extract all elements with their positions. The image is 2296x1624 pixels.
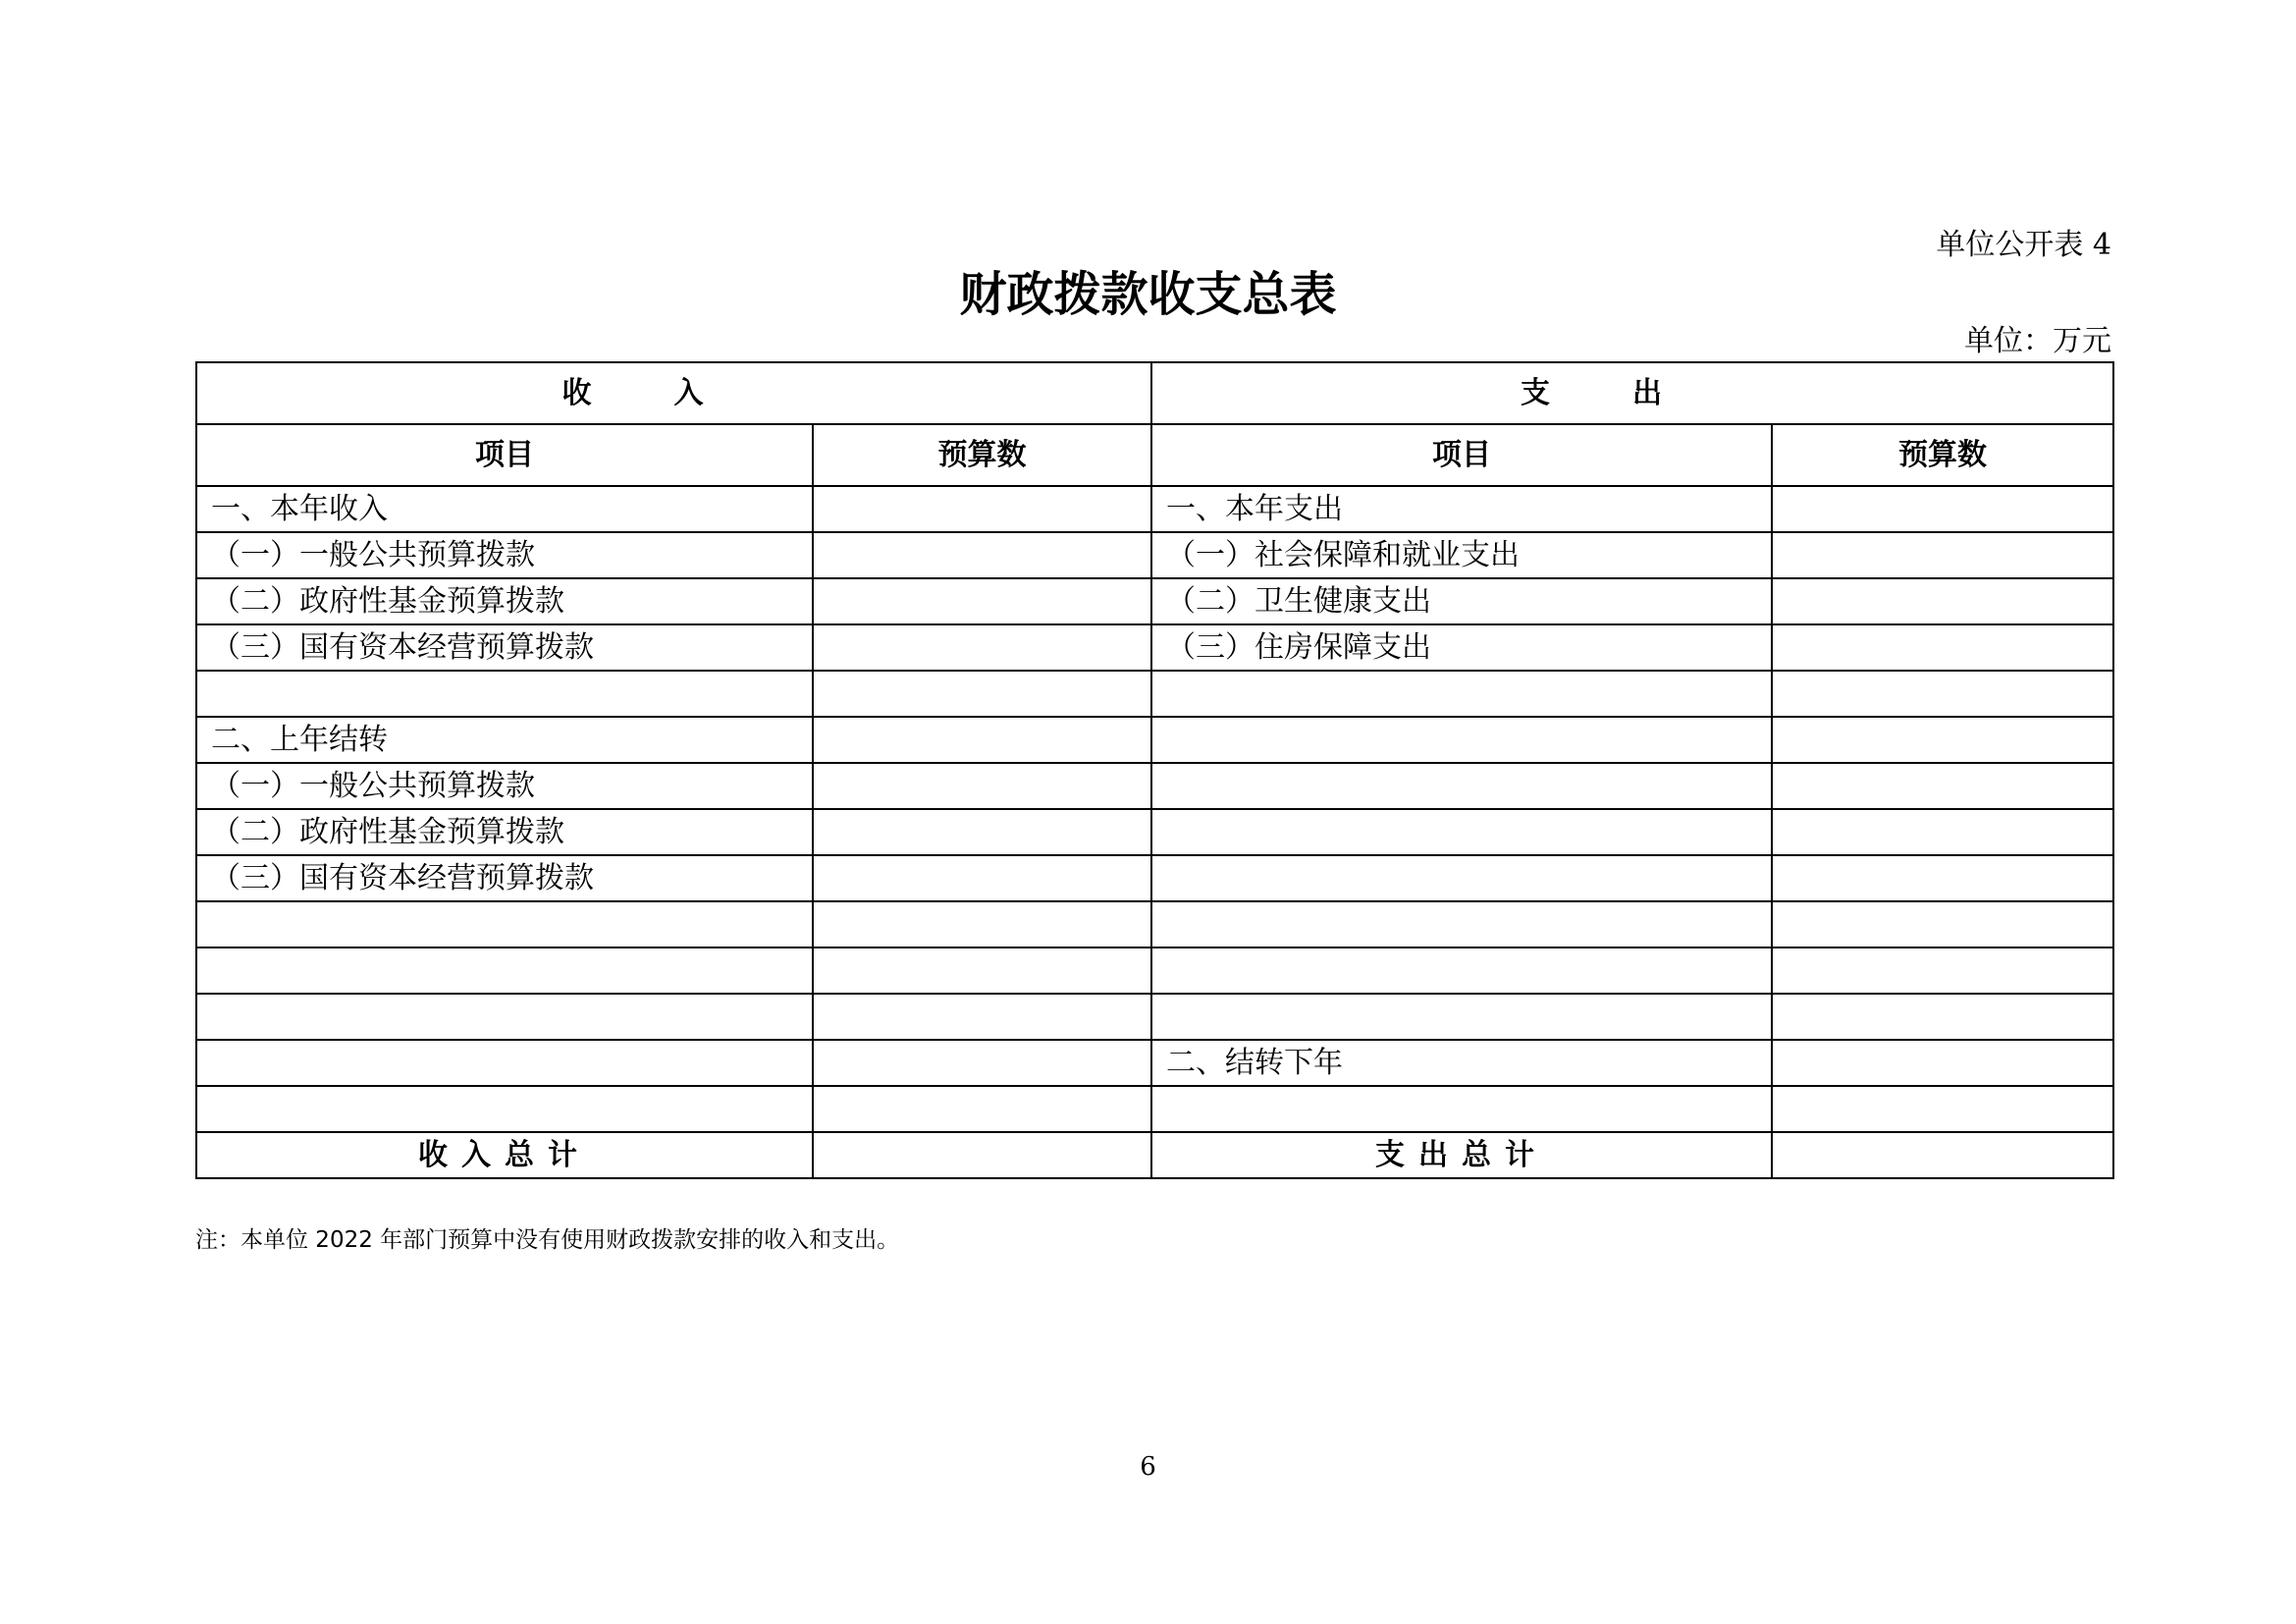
- income-item-cell: （三）国有资本经营预算拨款: [196, 624, 813, 671]
- table-row: [196, 901, 2113, 947]
- income-item-cell: [196, 1086, 813, 1132]
- table-row: [196, 763, 2113, 809]
- expense-budget-cell: [1772, 763, 2113, 809]
- table-row: [196, 671, 2113, 717]
- income-item-cell: [196, 671, 813, 717]
- expense-total-value: [1772, 1132, 2113, 1178]
- table-row: [196, 532, 2113, 578]
- table-row: [196, 994, 2113, 1040]
- income-budget-cell: [813, 994, 1151, 1040]
- income-budget-cell: [813, 855, 1151, 901]
- table-row: [196, 947, 2113, 994]
- total-row: [196, 1132, 2113, 1178]
- page-title: 财政拨款收支总表: [959, 267, 1337, 322]
- column-header-row: [196, 424, 2113, 486]
- unit-label: 单位：万元: [1964, 324, 2111, 358]
- expense-item-cell: [1151, 947, 1772, 994]
- expense-budget-cell: [1772, 947, 2113, 994]
- expense-budget-cell: [1772, 1040, 2113, 1086]
- table-row: [196, 486, 2113, 532]
- expense-budget-cell: [1772, 717, 2113, 763]
- table-tag: 单位公开表 4: [1936, 228, 2111, 262]
- income-item-cell: 二、上年结转: [196, 717, 813, 763]
- expense-budget-cell: [1772, 855, 2113, 901]
- income-total-label: 收入总计: [196, 1132, 813, 1178]
- income-section-header: 收入: [196, 362, 1151, 424]
- table-row: [196, 1086, 2113, 1132]
- table-row: [196, 855, 2113, 901]
- expense-item-cell: [1151, 809, 1772, 855]
- income-item-cell: （一）一般公共预算拨款: [196, 532, 813, 578]
- expense-item-cell: （一）社会保障和就业支出: [1151, 532, 1772, 578]
- expense-item-cell: 一、本年支出: [1151, 486, 1772, 532]
- income-budget-cell: [813, 1086, 1151, 1132]
- income-budget-cell: [813, 901, 1151, 947]
- income-budget-cell: [813, 624, 1151, 671]
- expense-item-cell: [1151, 763, 1772, 809]
- income-budget-cell: [813, 1040, 1151, 1086]
- expense-item-cell: [1151, 1086, 1772, 1132]
- income-item-cell: [196, 1040, 813, 1086]
- table-row: [196, 1040, 2113, 1086]
- expense-budget-column-header: 预算数: [1772, 424, 2113, 486]
- income-budget-column-header: 预算数: [813, 424, 1151, 486]
- expense-budget-cell: [1772, 1086, 2113, 1132]
- table-row: [196, 809, 2113, 855]
- expense-item-cell: [1151, 717, 1772, 763]
- page-number: 6: [1140, 1452, 1156, 1482]
- expense-budget-cell: [1772, 624, 2113, 671]
- income-item-cell: [196, 947, 813, 994]
- expense-item-cell: [1151, 855, 1772, 901]
- expense-budget-cell: [1772, 994, 2113, 1040]
- income-item-cell: 一、本年收入: [196, 486, 813, 532]
- expense-budget-cell: [1772, 671, 2113, 717]
- budget-table: [195, 361, 2114, 1179]
- income-item-cell: [196, 994, 813, 1040]
- table-row: [196, 717, 2113, 763]
- footnote: 注：本单位 2022 年部门预算中没有使用财政拨款安排的收入和支出。: [195, 1227, 900, 1253]
- expense-budget-cell: [1772, 532, 2113, 578]
- section-header-row: [196, 362, 2113, 424]
- expense-section-header: 支出: [1151, 362, 2113, 424]
- expense-item-cell: （三）住房保障支出: [1151, 624, 1772, 671]
- income-budget-cell: [813, 532, 1151, 578]
- expense-item-cell: [1151, 901, 1772, 947]
- income-budget-cell: [813, 717, 1151, 763]
- expense-item-column-header: 项目: [1151, 424, 1772, 486]
- income-budget-cell: [813, 763, 1151, 809]
- expense-item-cell: 二、结转下年: [1151, 1040, 1772, 1086]
- income-budget-cell: [813, 947, 1151, 994]
- expense-budget-cell: [1772, 486, 2113, 532]
- expense-item-cell: （二）卫生健康支出: [1151, 578, 1772, 624]
- income-total-value: [813, 1132, 1151, 1178]
- expense-item-cell: [1151, 994, 1772, 1040]
- expense-budget-cell: [1772, 809, 2113, 855]
- income-budget-cell: [813, 809, 1151, 855]
- income-item-cell: （二）政府性基金预算拨款: [196, 578, 813, 624]
- income-budget-cell: [813, 578, 1151, 624]
- expense-budget-cell: [1772, 578, 2113, 624]
- income-item-column-header: 项目: [196, 424, 813, 486]
- income-budget-cell: [813, 486, 1151, 532]
- income-item-cell: （二）政府性基金预算拨款: [196, 809, 813, 855]
- expense-total-label: 支出总计: [1151, 1132, 1772, 1178]
- expense-item-cell: [1151, 671, 1772, 717]
- income-budget-cell: [813, 671, 1151, 717]
- table-row: [196, 624, 2113, 671]
- table-row: [196, 578, 2113, 624]
- income-item-cell: （三）国有资本经营预算拨款: [196, 855, 813, 901]
- income-item-cell: （一）一般公共预算拨款: [196, 763, 813, 809]
- expense-budget-cell: [1772, 901, 2113, 947]
- income-item-cell: [196, 901, 813, 947]
